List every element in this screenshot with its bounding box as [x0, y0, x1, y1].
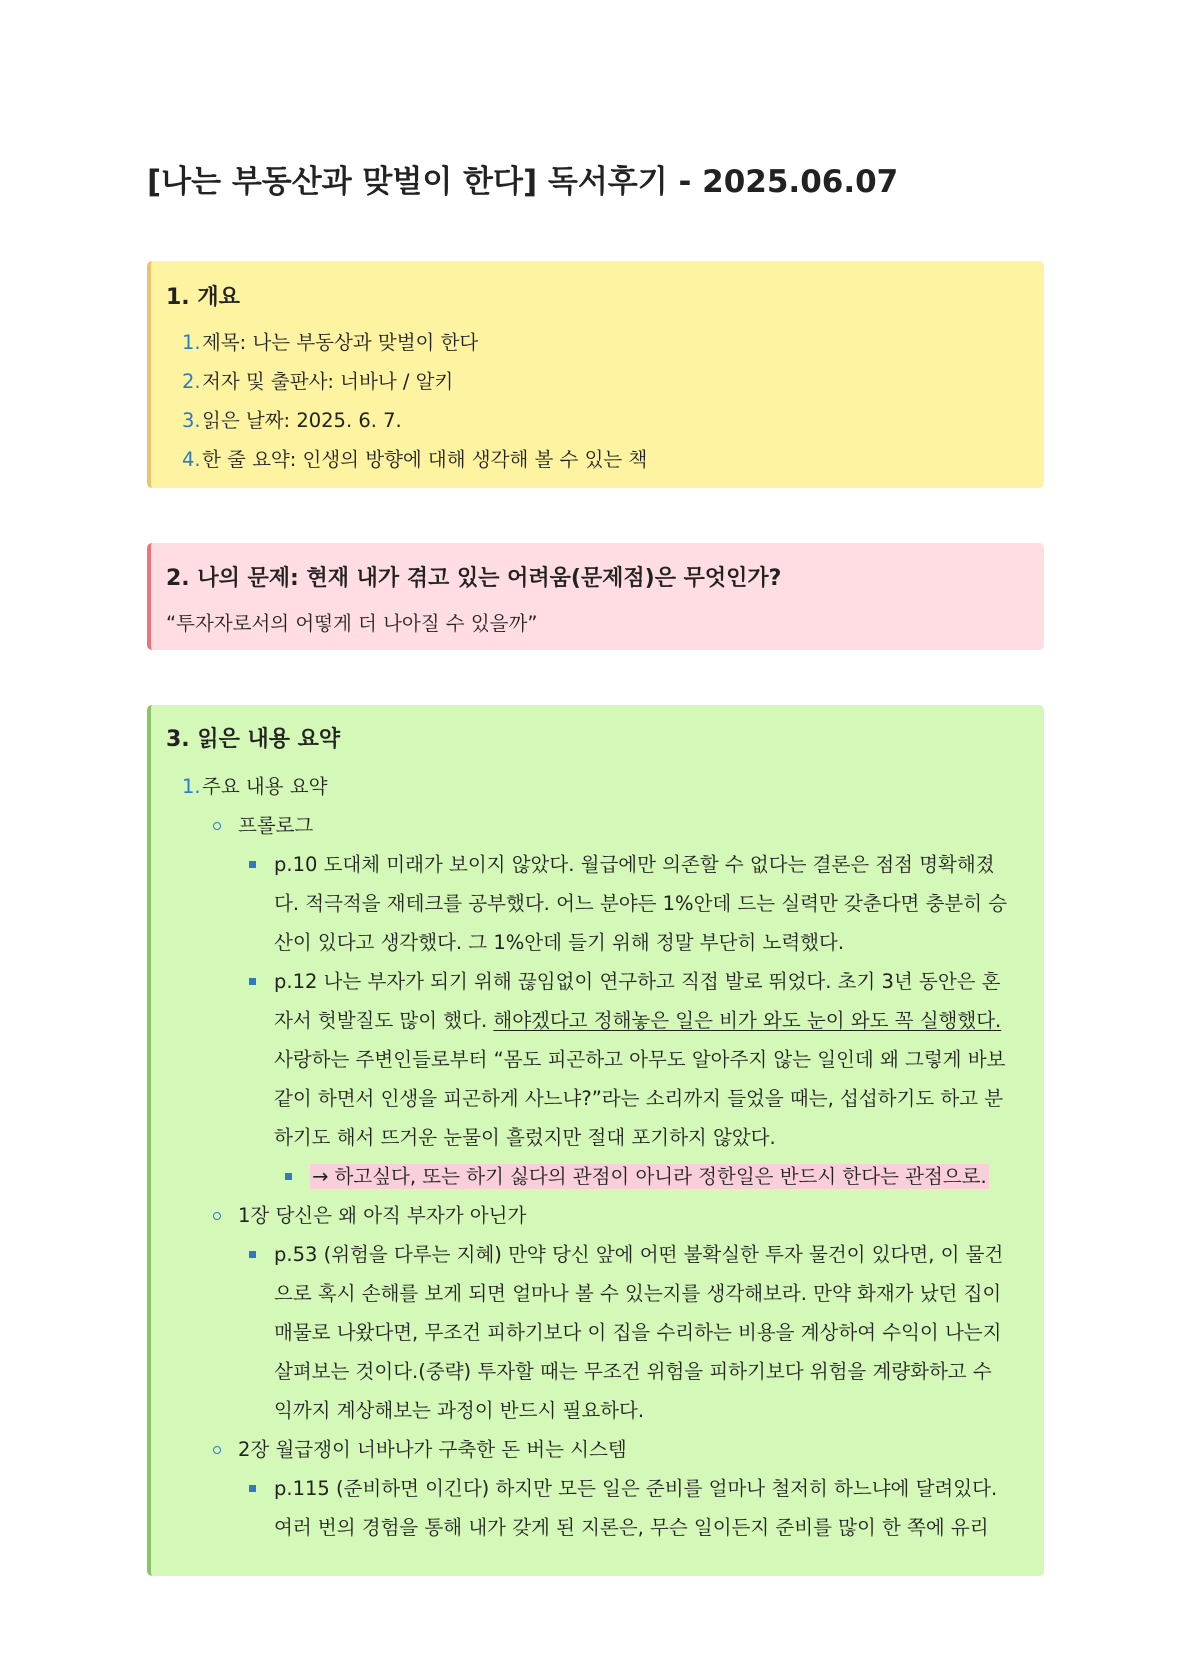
square-bullet-icon: [249, 1485, 256, 1492]
circle-bullet-icon: [213, 1446, 221, 1454]
note-item: [238, 845, 1008, 962]
note-text: p.53 (위험을 다루는 지혜) 만약 당신 앞에 어떤 불확실한 투자 물건이 있다면, 이 물건으로 혹시 손해를 보게 되면 얼마나 볼 수 있는지를 생각해보라. 만약 화재가 났던 집이 매물로 나왔다면, 무조건 피하기보다 이 집을 수리하는 비용을 계상하여 수익이 나는지 살펴보는 것이다.(중략) 투자할 때는 무조건 위험을 피하기보다 위험을 계량화하고 수익까지 계상해보는 과정이 반드시 필요하다.: [274, 1243, 1004, 1422]
summary-list: [166, 767, 1008, 1547]
overview-item-text: 저자 및 출판사: 너바나 / 알키: [202, 370, 454, 393]
summary-main-item: [166, 767, 1008, 1547]
problem-heading: 2. 나의 문제: 현재 내가 겪고 있는 어려움(문제점)은 무엇인가?: [166, 566, 782, 591]
chapter-item: [202, 806, 1008, 1196]
list-number: 3.: [182, 409, 201, 432]
note-item: [238, 1235, 1008, 1430]
summary-main-text: 주요 내용 요약: [202, 775, 328, 798]
square-bullet-icon: [249, 861, 256, 868]
page-title: [나는 부동산과 맞벌이 한다] 독서후기 - 2025.06.07: [147, 164, 899, 200]
chapter-item: [202, 1196, 1008, 1430]
note-underlined-text: 해야겠다고 정해놓은 일은 비가 와도 눈이 와도 꼭 실행했다.: [493, 1009, 1002, 1032]
square-bullet-icon: [249, 978, 256, 985]
chapter-title: 프롤로그: [238, 814, 314, 837]
overview-item-text: 제목: 나는 부동상과 맞벌이 한다: [202, 331, 479, 354]
square-bullet-icon: [249, 1251, 256, 1258]
chapter-title: 1장 당신은 왜 아직 부자가 아닌가: [238, 1204, 527, 1227]
overview-item-text: 한 줄 요약: 인생의 방향에 대해 생각해 볼 수 있는 책: [202, 448, 648, 471]
overview-item-date: [166, 401, 1008, 440]
chapter-item: [202, 1430, 1008, 1547]
sub-note-item: [274, 1157, 1008, 1196]
note-text: 사랑하는 주변인들로부터 “몸도 피곤하고 아무도 알아주지 않는 일인데 왜 그렇게 바보같이 하면서 인생을 피곤하게 사느냐?”라는 소리까지 들었을 때는, 섭섭하기도 하고 분하기도 해서 뜨거운 눈물이 흘렀지만 절대 포기하지 않았다.: [274, 1048, 1006, 1149]
note-item: [238, 1469, 1008, 1547]
problem-callout: [147, 543, 1044, 650]
overview-item-title: [166, 323, 1008, 362]
sub-note-list: [274, 1157, 1008, 1196]
square-bullet-icon: [285, 1173, 292, 1180]
summary-heading: 3. 읽은 내용 요약: [166, 727, 341, 752]
summary-callout: [147, 705, 1044, 1576]
note-item: [238, 962, 1008, 1196]
overview-item-text: 읽은 날짜: 2025. 6. 7.: [202, 409, 402, 432]
list-number: 2.: [182, 370, 201, 393]
list-number: 4.: [182, 448, 201, 471]
note-list: [238, 1235, 1008, 1430]
overview-item-author: [166, 362, 1008, 401]
overview-list: [166, 323, 1008, 479]
overview-callout: [147, 261, 1044, 488]
overview-heading: 1. 개요: [166, 285, 240, 310]
overview-item-summary: [166, 440, 1008, 479]
problem-quote: “투자자로서의 어떻게 더 나아질 수 있을까”: [166, 612, 538, 635]
chapter-list: [202, 806, 1008, 1547]
note-text: p.10 도대체 미래가 보이지 않았다. 월급에만 의존할 수 없다는 결론은 점점 명확해졌다. 적극적을 재테크를 공부했다. 어느 분야든 1%안데 드는 실력만 갖춘다면 충분히 승산이 있다고 생각했다. 그 1%안데 들기 위해 정말 부단히 노력했다.: [274, 853, 1008, 954]
chapter-title: 2장 월급쟁이 너바나가 구축한 돈 버는 시스템: [238, 1438, 627, 1461]
list-number: 1.: [182, 331, 201, 354]
note-list: [238, 845, 1008, 1196]
note-list: [238, 1469, 1008, 1547]
circle-bullet-icon: [213, 822, 221, 830]
highlighted-note: → 하고싶다, 또는 하기 싫다의 관점이 아니라 정한일은 반드시 한다는 관점으로.: [312, 1165, 987, 1188]
note-text: p.12 나는 부자가 되기 위해 끊임없이 연구하고 직접 발로 뛰었다. 초기 3년 동안은 혼자서 헛발질도 많이 했다.: [274, 970, 1001, 1032]
note-text: p.115 (준비하면 이긴다) 하지만 모든 일은 준비를 얼마나 철저히 하느냐에 달려있다. 여러 번의 경험을 통해 내가 갖게 된 지론은, 무슨 일이든지 준비를 많이 한 쪽에 유리: [274, 1477, 998, 1539]
list-number: 1.: [182, 775, 201, 798]
circle-bullet-icon: [213, 1212, 221, 1220]
